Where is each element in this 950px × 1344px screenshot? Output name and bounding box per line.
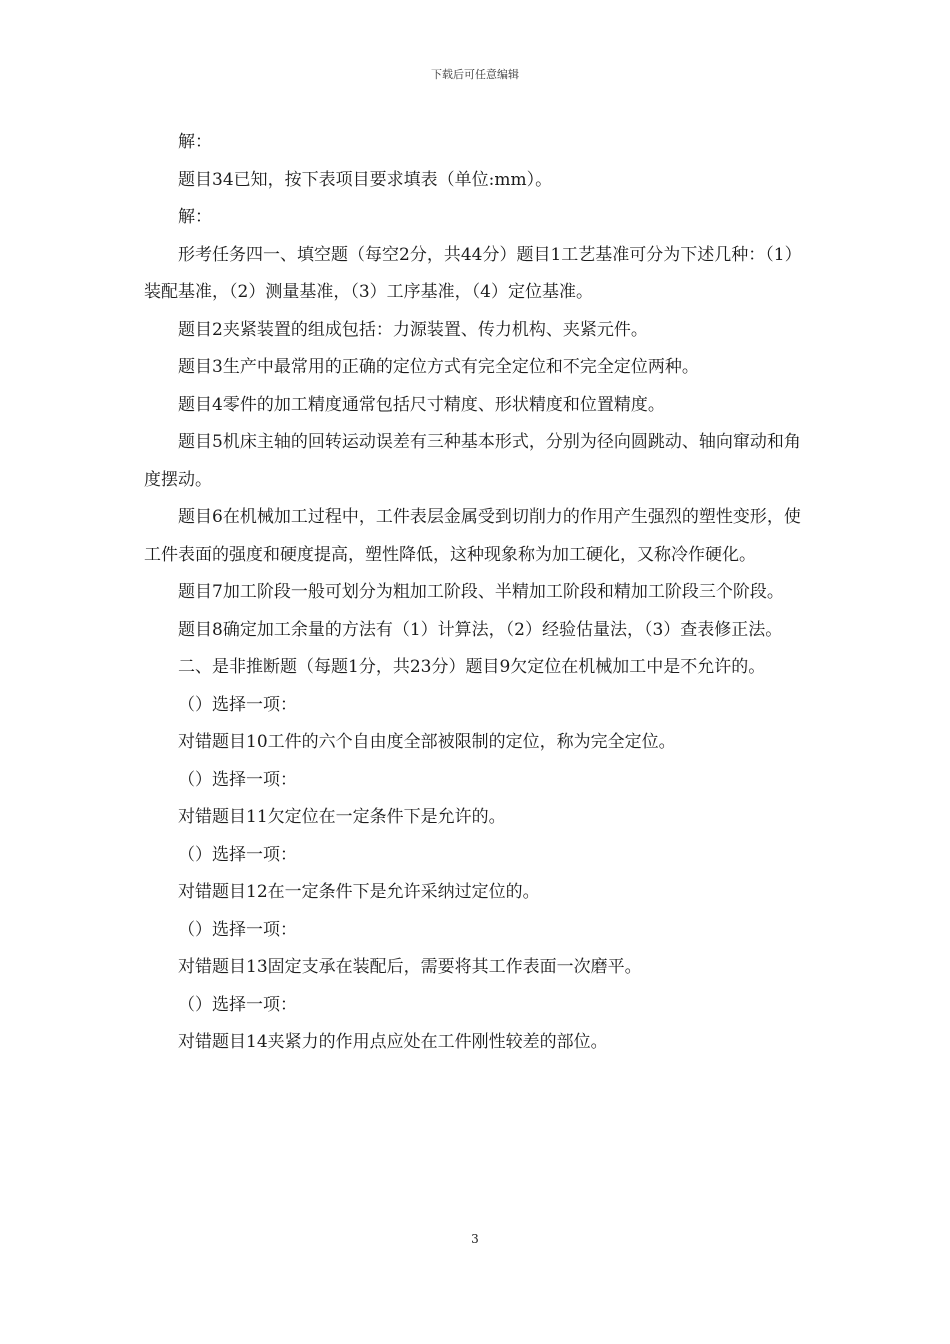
paragraph: 解： [178, 207, 212, 227]
paragraph: 题目8确定加工余量的方法有（1）计算法，（2）经验估量法，（3）查表修正法。 [178, 619, 783, 640]
paragraph: 形考任务四一、填空题（每空2分，共44分）题目1工艺基准可分为下述几种：（1）装配基准，（2）测量基准，（3）工序基准，（4）定位基准。 [144, 244, 802, 302]
paragraph: 对错题目14夹紧力的作用点应处在工件刚性较差的部位。 [178, 1032, 608, 1052]
document-body [144, 124, 809, 1062]
paragraph: 题目4零件的加工精度通常包括尺寸精度、形状精度和位置精度。 [178, 394, 665, 415]
paragraph: 二、是非推断题（每题1分，共23分）题目9欠定位在机械加工中是不允许的。 [178, 657, 766, 677]
paragraph: 题目3生产中最常用的正确的定位方式有完全定位和不完全定位两种。 [178, 357, 699, 377]
paragraph: 题目7加工阶段一般可划分为粗加工阶段、半精加工阶段和精加工阶段三个阶段。 [178, 582, 784, 602]
paragraph: （）选择一项： [178, 694, 297, 715]
paragraph: 对错题目13固定支承在装配后，需要将其工作表面一次磨平。 [178, 957, 642, 977]
paragraph: 对错题目12在一定条件下是允许采纳过定位的。 [178, 882, 540, 902]
paragraph: 对错题目10工件的六个自由度全部被限制的定位，称为完全定位。 [178, 732, 676, 752]
paragraph: 题目6在机械加工过程中，工件表层金属受到切削力的作用产生强烈的塑性变形，使工件表面的强度和硬度提高，塑性降低，这种现象称为加工硬化，又称冷作硬化。 [144, 507, 801, 565]
paragraph: 题目34已知，按下表项目要求填表（单位:mm）。 [178, 169, 553, 190]
paragraph: 解： [178, 132, 212, 152]
paragraph: （）选择一项： [178, 844, 297, 865]
paragraph: 对错题目11欠定位在一定条件下是允许的。 [178, 807, 506, 827]
page-header: 下载后可任意编辑 [431, 68, 519, 81]
paragraph: 题目2夹紧装置的组成包括：力源装置、传力机构、夹紧元件。 [178, 319, 648, 340]
page-number: 3 [471, 1232, 479, 1246]
paragraph: 题目5机床主轴的回转运动误差有三种基本形式，分别为径向圆跳动、轴向窜动和角度摆动。 [144, 432, 801, 490]
paragraph: （）选择一项： [178, 919, 297, 940]
paragraph: （）选择一项： [178, 769, 297, 790]
paragraph: （）选择一项： [178, 994, 297, 1015]
